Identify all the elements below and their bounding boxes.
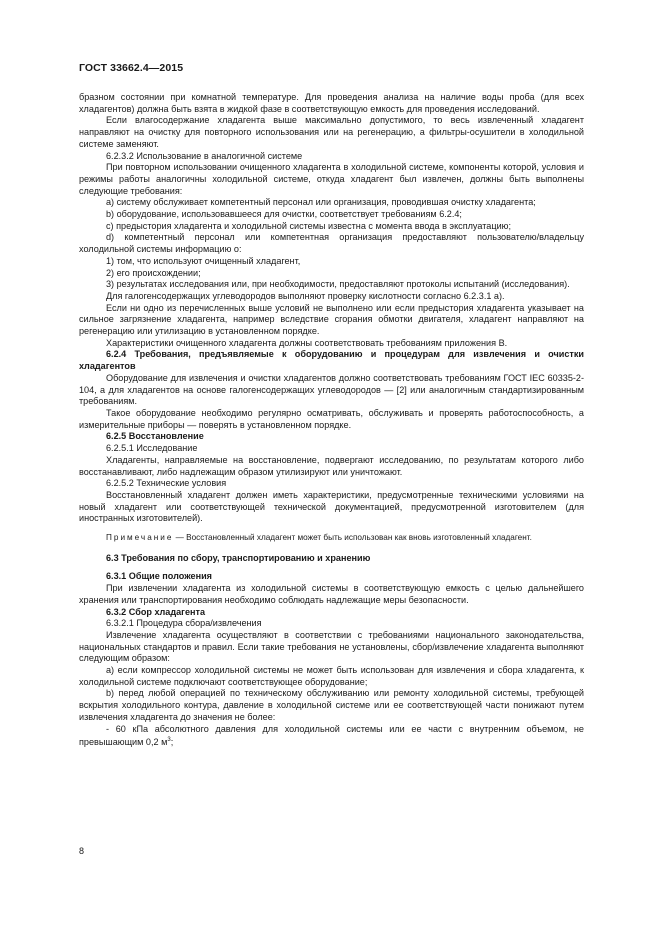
paragraph: Для галогенсодержащих углеводородов выполняют проверку кислотности согласно 6.2.3.1 а). [106,290,505,301]
paragraph: бразном состоянии при комнатной температуре. Для проведения анализа на наличие воды проба (для всех хладагентов) должна быть взята в жидкой фазе в соответствующую емкость для проведения исследований. [79,92,584,114]
list-item: a) систему обслуживает компетентный персонал или организация, проводившая очистку хладагента; [106,197,536,208]
note-text: — Восстановленный хладагент может быть использован как вновь изготовленный хладагент. [173,533,532,543]
section-heading: 6.3.1 Общие положения [106,571,212,582]
subsection-heading: 6.2.5.2 Технические условия [106,478,227,489]
paragraph: При повторном использовании очищенного хладагента в холодильной системе, компоненты которой, условия и режимы работы аналогичны холодильной системе, откуда хладагент был извлечен, должны быть выполнены следующие требования: [79,162,584,196]
note [79,532,584,544]
paragraph: Если влагосодержание хладагента выше максимально допустимого, то весь извлеченный хладагент направляют на очистку для повторного использования или на регенерацию, а фильтры-осушители в холодильной системе заменяют. [79,115,584,149]
list-item: 2) его происхождении; [106,267,201,278]
paragraph: Извлечение хладагента осуществляют в соответствии с требованиями национального законодательства, национальных стандартов и правил. Если такие требования не установлены, сбор/извлечение хладагента выполняют следующим образом: [79,629,584,664]
section-heading: 6.3.2 Сбор хладагента [106,606,206,617]
section-heading: 6.2.4 Требования, предъявляемые к оборудованию и процедурам для извлечения и очистки хладагентов [79,349,584,372]
paragraph: Характеристики очищенного хладагента должны соответствовать требованиям приложения В. [106,337,508,348]
paragraph: При извлечении хладагента из холодильной системы в соответствующую емкость с целью дальнейшего хранения или транспортирования необходимо соблюдать надлежащие меры безопасности. [79,583,584,605]
list-item: a) если компрессор холодильной системы не может быть использован для извлечения и сбора хладагента, к холодильной системе подключают соответствующее оборудование; [79,665,584,687]
list-item-text: - 60 кПа абсолютного давления для холодильной системы или ее части с внутренним объемом, не превышающим 0,2 м [79,723,584,748]
list-item-end: ; [170,737,174,748]
paragraph: Хладагенты, направляемые на восстановление, подвергают исследованию, по результатам которого либо восстанавливают, либо надлежащим образом утилизируют или уничтожают. [79,454,584,477]
page-content [79,92,584,749]
list-item: 1) том, что используют очищенный хладагент, [106,255,301,266]
note-label: Примечание [106,533,174,543]
page-number: 8 [79,846,85,856]
list-item: d) компетентный персонал или компетентная организация предоставляют пользователю/владельцу холодильной системы информацию о: [79,232,584,255]
superscript: 3 [167,737,171,744]
subsection-heading: 6.3.2.1 Процедура сбора/извлечения [106,618,262,629]
subsection-heading: 6.2.3.2 Использование в аналогичной системе [106,150,303,161]
section-heading: 6.2.5 Восстановление [106,431,204,442]
subsection-heading: 6.2.5.1 Исследование [106,443,198,454]
list-item [79,724,584,749]
list-item: c) предыстория хладагента и холодильной системы известна с момента ввода в эксплуатацию; [106,220,511,231]
list-item: b) оборудование, использовавшееся для очистки, соответствует требованиям 6.2.4; [106,209,462,220]
list-item: 3) результатах исследования или, при необходимости, предоставляют протоколы испытаний (исследования). [106,279,570,290]
list-item: b) перед любой операцией по техническому обслуживанию или ремонту холодильной системы, требующей вскрытия холодильного контура, давление в холодильной системе или ее соответствующей части понижают путем извлечения хладагента до значения не более: [79,688,584,722]
paragraph: Оборудование для извлечения и очистки хладагентов должно соответствовать требованиям ГОСТ IEC 60335-2-104, а для хладагентов на основе галогенсодержащих углеводородов — [2] или аналогичным стандартизированным требованиям. [79,372,584,407]
paragraph: Восстановленный хладагент должен иметь характеристики, предусмотренные техническими условиями на новый хладагент или соответствующей технической документацией, предусмотренной изготовителем (для иностранных изготовителей). [79,489,584,524]
paragraph: Такое оборудование необходимо регулярно осматривать, обслуживать и проверять работоспособность, а измерительные приборы — поверять в установленном порядке. [79,407,584,430]
paragraph: Если ни одно из перечисленных выше условий не выполнено или если предыстория хладагента указывает на сильное загрязнение хладагента, например вследствие сгорания обмотки двигателя, хладагент направляют на регенерацию или утилизацию в установленном порядке. [79,302,584,337]
document-header: ГОСТ 33662.4—2015 [79,62,184,74]
section-heading: 6.3 Требования по сбору, транспортированию и хранению [106,552,371,563]
